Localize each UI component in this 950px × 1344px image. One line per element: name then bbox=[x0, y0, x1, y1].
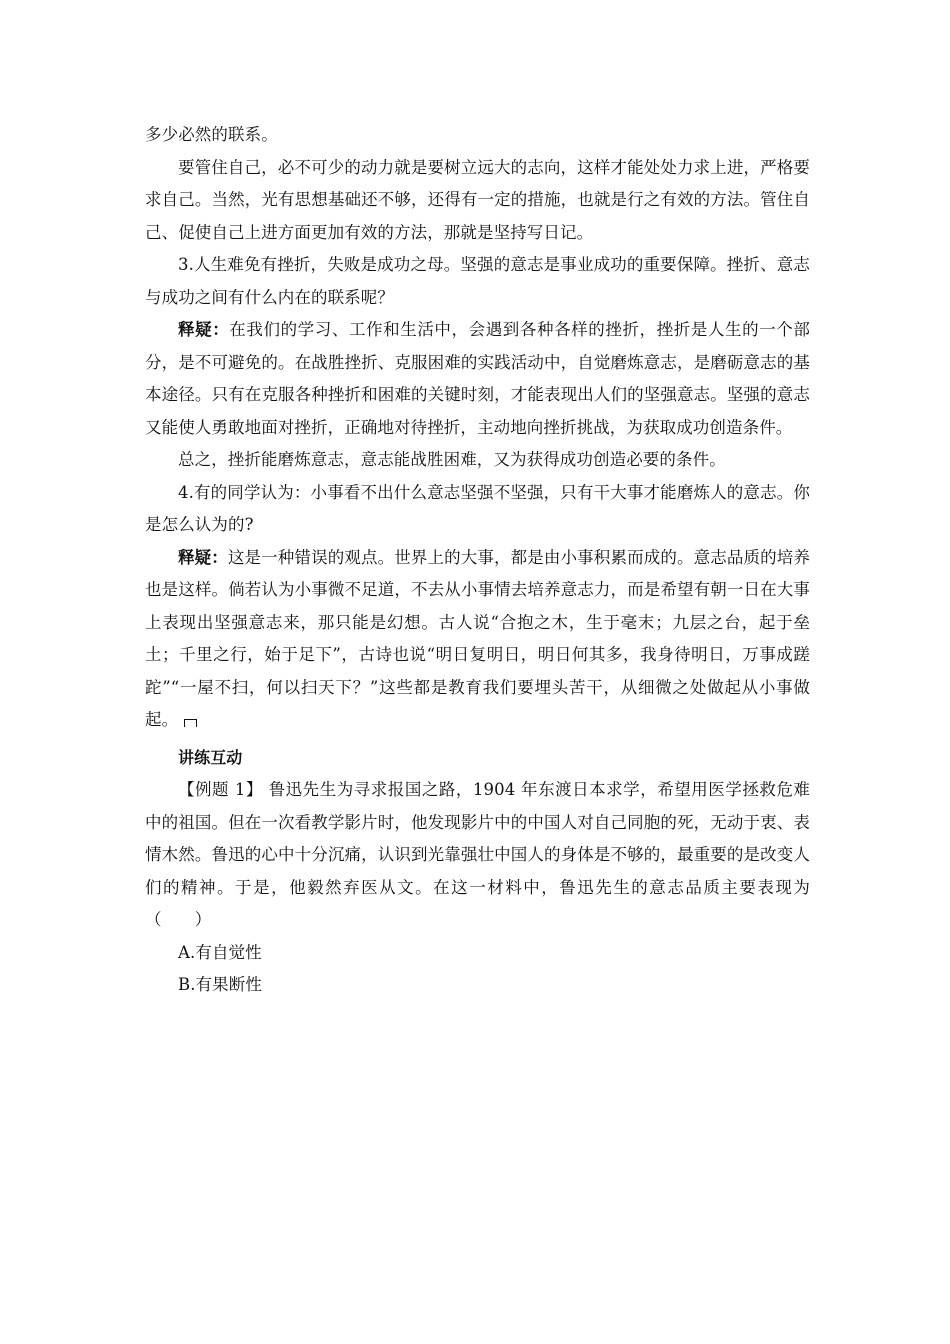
question-3: 3.人生难免有挫折，失败是成功之母。坚强的意志是事业成功的重要保障。挫折、意志与成功之间有什么内在的联系呢？ bbox=[145, 255, 810, 307]
bracket-mark-icon bbox=[184, 719, 197, 727]
option-b: B.有果断性 bbox=[178, 975, 262, 994]
document-body bbox=[145, 119, 810, 1002]
answer-4-label: 释疑： bbox=[178, 547, 228, 567]
answer-3 bbox=[145, 314, 810, 444]
answer-4-text: 这是一种错误的观点。世界上的大事，都是由小事积累而成的。意志品质的培养也是这样。倘若认为小事微不足道，不去从小事情去培养意志力，而是希望有朝一日在大事上表现出坚强意志来，那只能是幻想。古人说“合抱之木，生于毫末；九层之台，起于垒土；千里之行，始于足下”，古诗也说“明日复明日，明日何其多，我身待明日，万事成蹉跎”“一屋不扫，何以扫天下？”这些都是教育我们要埋头苦干，从细微之处做起从小事做起。 bbox=[145, 547, 810, 729]
section-heading: 讲练互动 bbox=[178, 747, 243, 767]
example-1-text: 鲁迅先生为寻求报国之路，1904 年东渡日本求学，希望用医学拯救危难中的祖国。但在一次看教学影片时，他发现影片中的中国人对自己同胞的死，无动于衷、表情木然。鲁迅的心中十分沉痛，认识到光靠强壮中国人的身体是不够的，最重要的是改变人们的精神。于是，他毅然弃医从文。在这一材料中，鲁迅先生的意志品质主要表现为（ ） bbox=[145, 780, 810, 929]
answer-3-text: 在我们的学习、工作和生活中，会遇到各种各样的挫折，挫折是人生的一个部分，是不可避免的。在战胜挫折、克服困难的实践活动中，自觉磨炼意志，是磨砺意志的基本途径。只有在克服各种挫折和困难的关键时刻，才能表现出人们的坚强意志。坚强的意志又能使人勇敢地面对挫折，正确地对待挫折，主动地向挫折挑战，为获取成功创造条件。 bbox=[145, 320, 810, 437]
summary-3: 总之，挫折能磨炼意志，意志能战胜困难，又为获得成功创造必要的条件。 bbox=[178, 450, 726, 469]
answer-4 bbox=[145, 542, 810, 737]
option-a: A.有自觉性 bbox=[178, 942, 262, 962]
example-1-label: 【例题 1】 bbox=[178, 780, 263, 799]
question-4: 4.有的同学认为：小事看不出什么意志坚强不坚强，只有干大事才能磨炼人的意志。你是怎么认为的? bbox=[145, 482, 810, 534]
paragraph-continuation: 多少必然的联系。 bbox=[145, 125, 278, 144]
answer-3-label: 释疑： bbox=[178, 320, 230, 339]
example-1 bbox=[145, 774, 810, 937]
paragraph-self-management: 要管住自己，必不可少的动力就是要树立远大的志向，这样才能处处力求上进，严格要求自己。当然，光有思想基础还不够，还得有一定的措施，也就是行之有效的方法。管住自己、促使自己上进方面更加有效的方法，那就是坚持写日记。 bbox=[145, 157, 810, 242]
